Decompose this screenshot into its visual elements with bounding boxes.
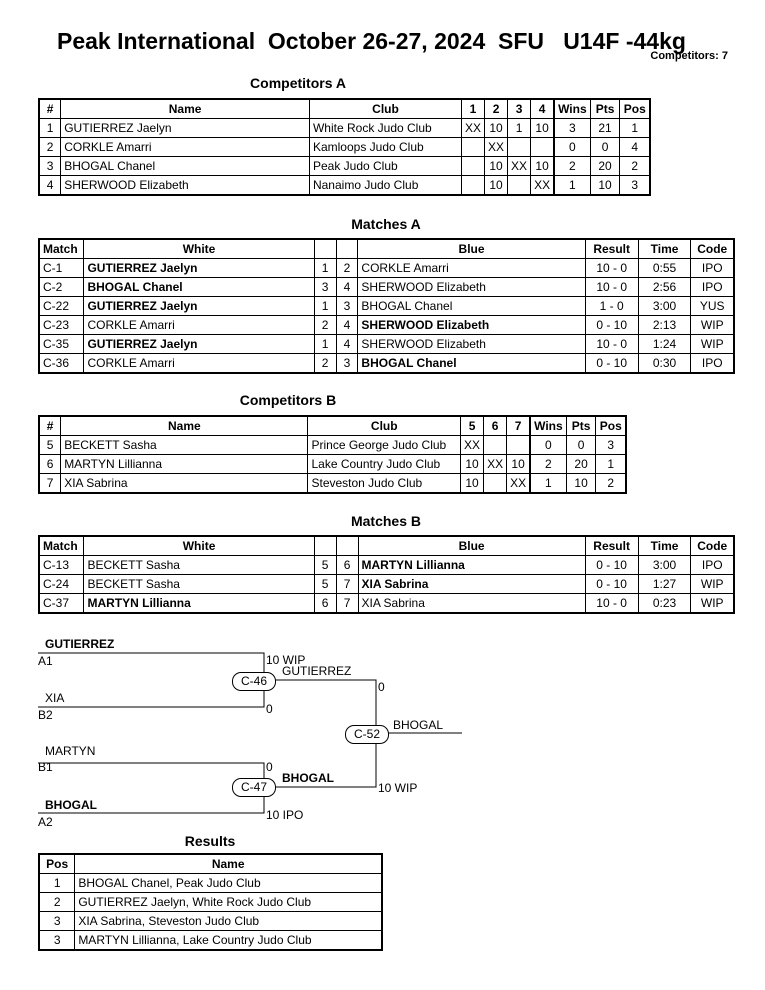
cell: C-22 <box>39 297 84 316</box>
col-header: 5 <box>461 416 484 436</box>
competitors-a-heading: Competitors A <box>250 75 346 91</box>
cell: SHERWOOD Elizabeth <box>358 316 585 335</box>
cell: CORKLE Amarri <box>84 354 314 374</box>
col-header: Blue <box>358 536 585 556</box>
results-table <box>38 853 383 951</box>
cell: 0:23 <box>638 594 691 614</box>
cell: C-37 <box>39 594 84 614</box>
cell: 10 <box>485 176 508 196</box>
cell: GUTIERREZ Jaelyn <box>84 259 314 278</box>
cell: 4 <box>336 335 358 354</box>
cell: 0:30 <box>638 354 691 374</box>
cell: 2:13 <box>638 316 691 335</box>
cell: 3:00 <box>638 556 691 575</box>
cell: SHERWOOD Elizabeth <box>61 176 310 196</box>
cell: MARTYN Lillianna, Lake Country Judo Club <box>75 931 382 951</box>
cell: 6 <box>336 556 358 575</box>
bracket-score: 0 <box>378 680 385 694</box>
cell: 3 <box>620 176 650 196</box>
cell: 2 <box>530 455 566 474</box>
cell: 7 <box>336 575 358 594</box>
competitors-count: Competitors: 7 <box>650 50 728 62</box>
cell: XIA Sabrina <box>358 594 585 614</box>
cell: 0 <box>566 436 596 455</box>
cell: 20 <box>566 455 596 474</box>
cell: CORKLE Amarri <box>358 259 585 278</box>
cell: BHOGAL Chanel <box>358 297 585 316</box>
cell: C-35 <box>39 335 84 354</box>
cell: Prince George Judo Club <box>308 436 461 455</box>
cell: 0:55 <box>638 259 691 278</box>
cell: 3 <box>39 912 75 931</box>
cell: 4 <box>39 176 61 196</box>
cell: 4 <box>336 316 358 335</box>
results-heading: Results <box>184 833 236 849</box>
col-header: Code <box>691 239 734 259</box>
cell: 3:00 <box>638 297 691 316</box>
cell: IPO <box>691 259 734 278</box>
cell: 6 <box>314 594 336 614</box>
col-header: Result <box>585 536 638 556</box>
col-header: 6 <box>484 416 507 436</box>
col-header: Result <box>585 239 638 259</box>
cell: 2 <box>314 354 336 374</box>
col-header: 3 <box>508 99 531 119</box>
cell: 2 <box>554 157 590 176</box>
col-header: Name <box>61 99 310 119</box>
cell: XX <box>507 474 531 494</box>
cell: 3 <box>336 297 358 316</box>
col-header: Wins <box>554 99 590 119</box>
col-header: # <box>39 99 61 119</box>
cell: YUS <box>691 297 734 316</box>
cell: 4 <box>620 138 650 157</box>
cell: IPO <box>691 278 734 297</box>
cell: 10 <box>485 119 508 138</box>
cell: Steveston Judo Club <box>308 474 461 494</box>
col-header: 4 <box>531 99 555 119</box>
col-header: Pos <box>620 99 650 119</box>
cell: 5 <box>314 556 336 575</box>
cell: 0 - 10 <box>585 316 638 335</box>
bracket-seed: A1 <box>38 654 53 668</box>
col-header: # <box>39 416 61 436</box>
bracket-winner: BHOGAL <box>282 771 334 785</box>
matches-a-heading: Matches A <box>351 216 421 232</box>
cell: XIA Sabrina <box>358 575 585 594</box>
cell: XX <box>485 138 508 157</box>
cell: MARTYN Lillianna <box>84 594 314 614</box>
cell: 1 <box>314 259 336 278</box>
cell: 10 <box>531 119 555 138</box>
col-header: Pts <box>566 416 596 436</box>
col-header: Club <box>308 416 461 436</box>
cell: BECKETT Sasha <box>84 575 314 594</box>
competitors-b-heading: Competitors B <box>239 392 337 408</box>
col-header: Name <box>75 854 382 874</box>
cell: XX <box>484 455 507 474</box>
cell: 10 - 0 <box>585 259 638 278</box>
col-header: Club <box>309 99 461 119</box>
bracket-score: 10 WIP <box>266 653 306 667</box>
cell: MARTYN Lillianna <box>358 556 585 575</box>
cell: 10 <box>461 474 484 494</box>
cell: C-23 <box>39 316 84 335</box>
cell: 5 <box>314 575 336 594</box>
cell: 1:27 <box>638 575 691 594</box>
cell: 0 <box>530 436 566 455</box>
matches-b-heading: Matches B <box>350 513 422 529</box>
cell: GUTIERREZ Jaelyn <box>84 297 314 316</box>
cell: WIP <box>691 575 734 594</box>
cell: 1 <box>314 297 336 316</box>
table-row <box>39 912 382 931</box>
bracket-match-pill: C-47 <box>232 778 276 797</box>
col-header: Pos <box>39 854 75 874</box>
cell: 3 <box>39 931 75 951</box>
col-header: White <box>84 239 314 259</box>
cell: XX <box>531 176 555 196</box>
cell: GUTIERREZ Jaelyn <box>61 119 310 138</box>
cell: MARTYN Lillianna <box>61 455 308 474</box>
cell: XIA Sabrina, Steveston Judo Club <box>75 912 382 931</box>
cell: 1 <box>620 119 650 138</box>
cell: 7 <box>39 474 61 494</box>
cell: IPO <box>691 556 734 575</box>
cell: IPO <box>691 354 734 374</box>
bracket-name: XIA <box>45 691 65 705</box>
cell: 5 <box>39 436 61 455</box>
cell: 3 <box>336 354 358 374</box>
cell: 21 <box>590 119 620 138</box>
cell: 1:24 <box>638 335 691 354</box>
cell: 10 <box>485 157 508 176</box>
bracket-score: 0 <box>266 702 273 716</box>
cell: 3 <box>596 436 626 455</box>
cell: BHOGAL Chanel, Peak Judo Club <box>75 874 382 893</box>
cell: C-13 <box>39 556 84 575</box>
cell: BECKETT Sasha <box>61 436 308 455</box>
page-title: Peak International October 26-27, 2024 SFU U14F -44kg <box>57 28 686 54</box>
cell: 1 <box>39 119 61 138</box>
cell: 2 <box>39 138 61 157</box>
cell: 1 <box>554 176 590 196</box>
cell: 0 - 10 <box>585 556 638 575</box>
col-header: 2 <box>485 99 508 119</box>
bracket-name: GUTIERREZ <box>45 637 115 651</box>
cell: GUTIERREZ Jaelyn <box>84 335 314 354</box>
col-header: Match <box>39 536 84 556</box>
col-header: Time <box>638 536 691 556</box>
bracket-score: 0 <box>266 760 273 774</box>
cell: 10 - 0 <box>585 278 638 297</box>
cell: 2 <box>336 259 358 278</box>
cell: 10 <box>531 157 555 176</box>
bracket-match-pill: C-46 <box>232 672 276 691</box>
cell: 1 <box>39 874 75 893</box>
cell: CORKLE Amarri <box>84 316 314 335</box>
cell: C-2 <box>39 278 84 297</box>
cell: 7 <box>336 594 358 614</box>
cell: BHOGAL Chanel <box>61 157 310 176</box>
bracket-name: BHOGAL <box>45 798 97 812</box>
cell: Nanaimo Judo Club <box>309 176 461 196</box>
cell: 1 - 0 <box>585 297 638 316</box>
cell: 0 - 10 <box>585 575 638 594</box>
cell: Lake Country Judo Club <box>308 455 461 474</box>
cell: 2 <box>39 893 75 912</box>
cell: XX <box>461 436 484 455</box>
cell: 10 <box>566 474 596 494</box>
cell: 10 - 0 <box>585 594 638 614</box>
bracket-champion: BHOGAL <box>393 718 444 732</box>
cell: 10 - 0 <box>585 335 638 354</box>
cell: 4 <box>336 278 358 297</box>
col-header: Code <box>691 536 734 556</box>
cell: 2 <box>314 316 336 335</box>
cell: BHOGAL Chanel <box>84 278 314 297</box>
table-row <box>39 874 382 893</box>
cell: 1 <box>508 119 531 138</box>
bracket-name: MARTYN <box>45 744 96 758</box>
cell: Peak Judo Club <box>309 157 461 176</box>
bracket-score: 10 IPO <box>266 808 304 822</box>
cell: XX <box>508 157 531 176</box>
cell: 10 <box>507 455 531 474</box>
col-header: Blue <box>358 239 585 259</box>
cell: CORKLE Amarri <box>61 138 310 157</box>
col-header: Pts <box>590 99 620 119</box>
bracket-seed: A2 <box>38 815 53 829</box>
table-header-row <box>39 854 382 874</box>
col-header: 1 <box>462 99 485 119</box>
col-header: 7 <box>507 416 531 436</box>
cell: 2:56 <box>638 278 691 297</box>
cell: WIP <box>691 594 734 614</box>
cell: C-36 <box>39 354 84 374</box>
cell: SHERWOOD Elizabeth <box>358 335 585 354</box>
cell: GUTIERREZ Jaelyn, White Rock Judo Club <box>75 893 382 912</box>
cell: C-1 <box>39 259 84 278</box>
cell: XX <box>462 119 485 138</box>
cell: WIP <box>691 316 734 335</box>
cell: 10 <box>461 455 484 474</box>
cell: Kamloops Judo Club <box>309 138 461 157</box>
cell: White Rock Judo Club <box>309 119 461 138</box>
cell: XIA Sabrina <box>61 474 308 494</box>
cell: SHERWOOD Elizabeth <box>358 278 585 297</box>
bracket-seed: B2 <box>38 708 53 722</box>
table-row <box>39 931 382 951</box>
bracket-winner: GUTIERREZ <box>282 664 352 678</box>
cell: 0 <box>590 138 620 157</box>
col-header: Match <box>39 239 84 259</box>
col-header: White <box>84 536 314 556</box>
cell: 2 <box>596 474 626 494</box>
table-row <box>39 893 382 912</box>
cell: 2 <box>620 157 650 176</box>
cell: C-24 <box>39 575 84 594</box>
cell: 1 <box>530 474 566 494</box>
cell: WIP <box>691 335 734 354</box>
cell: 0 <box>554 138 590 157</box>
bracket-match-pill: C-52 <box>345 725 389 744</box>
cell: 1 <box>596 455 626 474</box>
col-header: Wins <box>530 416 566 436</box>
cell: 6 <box>39 455 61 474</box>
col-header: Pos <box>596 416 626 436</box>
cell: 1 <box>314 335 336 354</box>
cell: 3 <box>39 157 61 176</box>
cell: 10 <box>590 176 620 196</box>
bracket-score: 10 WIP <box>378 781 418 795</box>
cell: 0 - 10 <box>585 354 638 374</box>
col-header: Name <box>61 416 308 436</box>
cell: BHOGAL Chanel <box>358 354 585 374</box>
cell: BECKETT Sasha <box>84 556 314 575</box>
col-header: Time <box>638 239 691 259</box>
cell: 3 <box>314 278 336 297</box>
cell: 3 <box>554 119 590 138</box>
cell: 20 <box>590 157 620 176</box>
bracket-seed: B1 <box>38 760 53 774</box>
